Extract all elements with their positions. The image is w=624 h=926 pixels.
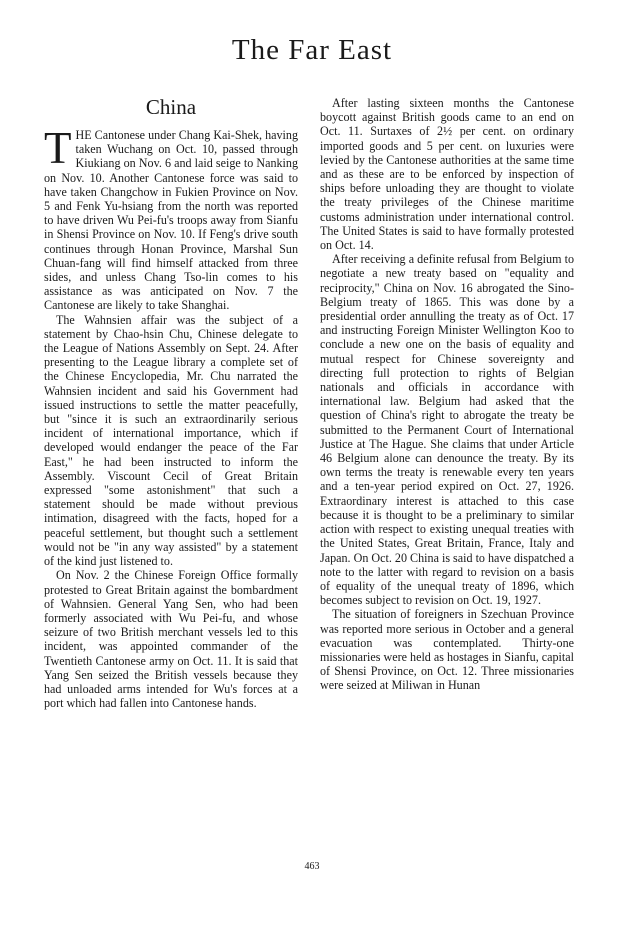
paragraph: The Wahnsien affair was the subject of a statement by Chao-hsin Chu, Chinese delegate to the League of Nations Assembly on Sept. 24. After presenting to the League library a complete set of the Chinese Encyclopedia, Mr. Chu narrated the Wahnsien incident and said his Government had issued instructions to settle the matter peacefully, but "since it is such an extraordinarily serious incident of international importance, which if developed would endanger the peace of the Far East," he had been instructed to inform the Assembly. Viscount Cecil of Great Britain expressed "some astonishment" that such a statement should be made without previous intimation, disagreed with the facts, hoped for a peaceful settlement, but thought such a settlement would not be "in any way assisted" by a statement of the kind just listened to. bbox=[44, 312, 298, 569]
drop-cap: T bbox=[44, 123, 72, 173]
page-header: The Far East bbox=[231, 34, 393, 66]
paragraph: On Nov. 2 the Chinese Foreign Office formally protested to Great Britain against the bombardment of Wahnsien. General Yang Sen, who had been formerly associated with Wu Pei-fu, and whose seizure of two British merchant vessels led to this incident, was appointed commander of the Twentieth Cantonese army on Oct. 11. It is said that Yang Sen seized the British vessels because they had unloaded arms intended for Wu's forces at a port which had fallen into Cantonese hands. bbox=[44, 568, 298, 711]
paragraph: After lasting sixteen months the Cantonese boycott against British goods came to an end on Oct. 11. Surtaxes of 2½ per cent. on ordinary imported goods and 5 per cent. on luxuries were levied by the Cantonese authorities at the same time and as these are to be enforced by inspection of ships before unloading they are thought to violate the treaty privileges of the Chinese maritime customs administration under international control. The United States is said to have formally protested on Oct. 14. bbox=[320, 96, 574, 253]
paragraph-text: HE Cantonese under Chang Kai-Shek, having taken Wuchang on Oct. 10, passed through Kiukiang on Nov. 6 and laid seige to Nanking on Nov. 10. Another Cantonese force was said to have taken Changchow in Fukien Province on Nov. 5 and Fenk Yu-hsiang from the north was reported to have driven Wu Pei-fu's troops away from Sianfu in Shensi Province on Nov. 10. If Feng's drive south continues through Honan Province, Marshal Sun Chuan-fang will find himself attacked from three sides, and unless Chang Tso-lin comes to his assistance as was anticipated on Nov. 7 the Cantonese are likely to take Shanghai. bbox=[44, 128, 298, 313]
page-number: 463 bbox=[304, 861, 320, 872]
paragraph: After receiving a definite refusal from Belgium to negotiate a new treaty based on "equality and reciprocity," China on Nov. 16 abrogated the Sino-Belgium treaty of 1865. This was done by a presidential order annulling the treaty as of Oct. 17 and instructing Foreign Minister Wellington Koo to conclude a new one on the basis of equality and mutual respect for Chinese sovereignty and directing full protection to rights of Belgian nationals and officials in accordance with international law. Belgium had asked that the question of China's right to abrogate the treaty be submitted to the Permanent Court of International Justice at The Hague. She claims that under Article 46 Belgium alone can denounce the treaty. By its own terms the treaty is renewable every ten years and a ten-year period expired on Oct. 27, 1926. Extraordinary interest is attached to this case because it is thought to be a preliminary to similar action with respect to existing unequal treaties with the United States, Great Britain, France, Italy and Japan. On Oct. 20 China is said to have dispatched a note to the latter with regard to revision on a basis of equality of the unequal treaty of 1896, which becomes subject to revision on Oct. 19, 1927. bbox=[320, 252, 574, 608]
paragraph: The situation of foreigners in Szechuan Province was reported more serious in October and a general evacuation was contemplated. Thirty-one missionaries were held as hostages in Sianfu, capital of Shensi Province, on Oct. 12. Three missionaries were seized at Miliwan in Hunan bbox=[320, 607, 574, 693]
right-column bbox=[320, 96, 574, 693]
left-column bbox=[44, 96, 298, 710]
paragraph bbox=[44, 123, 298, 313]
section-title: China bbox=[145, 95, 197, 119]
